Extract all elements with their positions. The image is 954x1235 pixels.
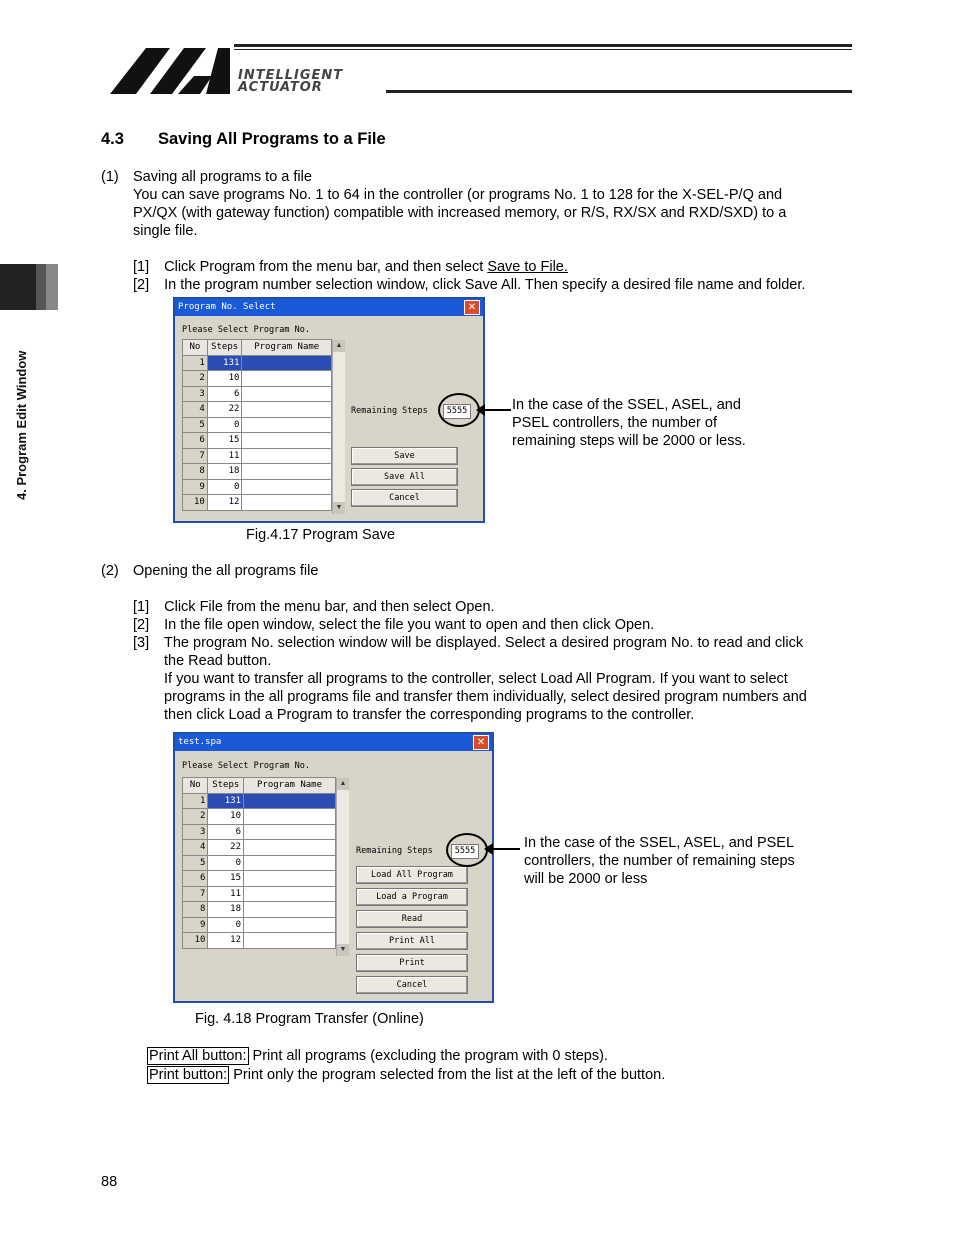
- header-rule-mid: [234, 49, 852, 50]
- row-number: 2: [183, 809, 208, 825]
- chapter-tab: [0, 264, 58, 310]
- row-number: 2: [183, 371, 208, 387]
- chapter-tab-label: 4. Program Edit Window: [14, 350, 29, 500]
- row-program-name: [244, 871, 336, 887]
- part2-step-2: [2] In the file open window, select the file you want to open and then click Open.: [133, 617, 655, 633]
- callout-note-1: In the case of the SSEL, ASEL, and PSEL controllers, the number of remaining steps will be 2000 or less.: [512, 397, 746, 449]
- row-steps: 15: [208, 871, 244, 887]
- list-scrollbar[interactable]: ▲ ▼: [336, 778, 349, 956]
- part1-step-2: [2] In the program number selection window, click Save All. Then specify a desired file name and folder.: [133, 277, 806, 293]
- row-steps: 0: [207, 479, 242, 495]
- row-number: 1: [183, 793, 208, 809]
- table-row[interactable]: [183, 886, 336, 902]
- row-program-name: [242, 448, 332, 464]
- highlight-circle: [446, 833, 488, 867]
- row-program-name: [242, 464, 332, 480]
- row-steps: 0: [207, 417, 242, 433]
- table-row[interactable]: [183, 933, 336, 949]
- row-program-name: [242, 371, 332, 387]
- row-steps: 6: [208, 824, 244, 840]
- remaining-steps-value: 5555: [443, 404, 471, 419]
- close-icon[interactable]: ✕: [464, 300, 480, 315]
- row-program-name: [242, 433, 332, 449]
- row-number: 6: [183, 871, 208, 887]
- row-program-name: [242, 495, 332, 511]
- table-row[interactable]: [183, 371, 332, 387]
- row-steps: 22: [208, 840, 244, 856]
- row-steps: 131: [208, 793, 244, 809]
- part1-number: (1): [101, 169, 119, 185]
- row-number: 3: [183, 824, 208, 840]
- table-row[interactable]: [183, 871, 336, 887]
- col-no: No: [183, 340, 208, 356]
- row-program-name: [244, 902, 336, 918]
- row-steps: 11: [207, 448, 242, 464]
- table-row[interactable]: [183, 809, 336, 825]
- callout-arrow: [486, 848, 520, 850]
- dialog-title-bar: test.spa ✕: [175, 734, 492, 751]
- col-name: Program Name: [242, 340, 332, 356]
- definition-print: Print button: Print only the program selected from the list at the left of the button.: [149, 1067, 666, 1083]
- row-program-name: [244, 840, 336, 856]
- highlight-circle: [438, 393, 480, 427]
- col-steps: Steps: [207, 340, 242, 356]
- dialog-title-bar: Program No. Select ✕: [175, 299, 483, 316]
- table-row[interactable]: [183, 402, 332, 418]
- row-steps: 6: [207, 386, 242, 402]
- remaining-steps-value: 5555: [451, 844, 479, 859]
- col-name: Program Name: [244, 778, 336, 794]
- close-icon[interactable]: ✕: [473, 735, 489, 750]
- table-row[interactable]: [183, 464, 332, 480]
- table-row[interactable]: [183, 855, 336, 871]
- row-steps: 0: [208, 917, 244, 933]
- header-rule-top: [234, 44, 852, 47]
- table-row[interactable]: [183, 479, 332, 495]
- row-program-name: [244, 886, 336, 902]
- row-number: 5: [183, 855, 208, 871]
- part2-step-3: The program No. selection window will be displayed. Select a desired program No. to read and click the Read button. If you want to transfer all programs to the controller, select Load All Program. If you want to select programs in the all programs file and transfer them individually, select desired program numbers and then click Load a Program to transfer the corresponding programs to the controller.: [164, 635, 807, 723]
- table-row[interactable]: [183, 417, 332, 433]
- row-steps: 18: [207, 464, 242, 480]
- table-row[interactable]: [183, 840, 336, 856]
- row-number: 6: [183, 433, 208, 449]
- row-steps: 10: [207, 371, 242, 387]
- col-no: No: [183, 778, 208, 794]
- definition-print-all: Print All button: Print all programs (excluding the program with 0 steps).: [149, 1048, 608, 1064]
- row-program-name: [244, 855, 336, 871]
- row-number: 8: [183, 902, 208, 918]
- read-button[interactable]: Read: [356, 910, 468, 928]
- row-program-name: [244, 917, 336, 933]
- table-row[interactable]: [183, 433, 332, 449]
- definition-term: Print button:: [149, 1067, 228, 1083]
- row-program-name: [242, 417, 332, 433]
- table-row[interactable]: [183, 824, 336, 840]
- row-number: 10: [183, 495, 208, 511]
- part1-heading: Saving all programs to a file: [133, 169, 312, 185]
- definition-term: Print All button:: [149, 1048, 247, 1064]
- part1-step-1: [1] Click Program from the menu bar, and then select Save to File.: [133, 259, 568, 275]
- row-steps: 11: [208, 886, 244, 902]
- part1-body: You can save programs No. 1 to 64 in the controller (or programs No. 1 to 128 for the X-SEL-P/Q and PX/QX (with gateway function) compatible with increased memory, or R/S, RX/SX and RXD/SXD) to a single file.: [133, 187, 787, 239]
- table-row[interactable]: [183, 448, 332, 464]
- dialog-prompt: Please Select Program No.: [182, 761, 310, 771]
- figure-caption-2: Fig. 4.18 Program Transfer (Online): [195, 1011, 424, 1027]
- save-all-button[interactable]: Save All: [351, 468, 458, 486]
- row-program-name: [244, 933, 336, 949]
- cancel-button[interactable]: Cancel: [351, 489, 458, 507]
- table-row[interactable]: [183, 917, 336, 933]
- remaining-steps-label: Remaining Steps: [351, 406, 428, 416]
- table-row[interactable]: [183, 495, 332, 511]
- table-row[interactable]: [183, 902, 336, 918]
- table-row[interactable]: [183, 355, 332, 371]
- section-title: Saving All Programs to a File: [158, 130, 386, 148]
- save-button[interactable]: Save: [351, 447, 458, 465]
- part2-step-3-number: [3]: [133, 635, 150, 651]
- row-number: 1: [183, 355, 208, 371]
- row-steps: 12: [207, 495, 242, 511]
- row-program-name: [242, 355, 332, 371]
- row-number: 7: [183, 886, 208, 902]
- part2-number: (2): [101, 563, 119, 579]
- col-steps: Steps: [208, 778, 244, 794]
- callout-note-2: In the case of the SSEL, ASEL, and PSEL controllers, the number of remaining steps will be 2000 or less: [524, 835, 795, 887]
- file-program-select-dialog: [173, 732, 494, 1003]
- figure-caption-1: Fig.4.17 Program Save: [246, 527, 396, 543]
- list-scrollbar[interactable]: ▲ ▼: [332, 340, 345, 514]
- row-program-name: [244, 809, 336, 825]
- save-to-file-link[interactable]: Save to File.: [487, 259, 568, 275]
- row-program-name: [242, 386, 332, 402]
- row-steps: 12: [208, 933, 244, 949]
- part2-heading: Opening the all programs file: [133, 563, 319, 579]
- row-number: 5: [183, 417, 208, 433]
- callout-arrow: [478, 409, 511, 411]
- load-a-program-button[interactable]: Load a Program: [356, 888, 468, 906]
- page-number: 88: [101, 1174, 118, 1190]
- print-all-button[interactable]: Print All: [356, 932, 468, 950]
- row-steps: 15: [207, 433, 242, 449]
- row-program-name: [242, 479, 332, 495]
- row-program-name: [242, 402, 332, 418]
- row-number: 9: [183, 479, 208, 495]
- logo-wordmark: INTELLIGENT ACTUATOR: [238, 68, 344, 95]
- company-logo: [110, 44, 230, 96]
- row-number: 8: [183, 464, 208, 480]
- table-row[interactable]: [183, 793, 336, 809]
- table-row[interactable]: [183, 386, 332, 402]
- program-list-table[interactable]: [182, 339, 332, 511]
- row-steps: 0: [208, 855, 244, 871]
- row-program-name: [244, 824, 336, 840]
- row-number: 9: [183, 917, 208, 933]
- dialog-prompt: Please Select Program No.: [182, 325, 310, 335]
- load-all-program-button[interactable]: Load All Program: [356, 866, 468, 884]
- row-number: 7: [183, 448, 208, 464]
- part2-step-1: [1] Click File from the menu bar, and then select Open.: [133, 599, 495, 615]
- remaining-steps-label: Remaining Steps: [356, 846, 433, 856]
- print-button[interactable]: Print: [356, 954, 468, 972]
- row-steps: 22: [207, 402, 242, 418]
- row-number: 3: [183, 386, 208, 402]
- row-steps: 131: [207, 355, 242, 371]
- cancel-button[interactable]: Cancel: [356, 976, 468, 994]
- row-steps: 10: [208, 809, 244, 825]
- program-list-table[interactable]: [182, 777, 336, 949]
- row-steps: 18: [208, 902, 244, 918]
- row-number: 4: [183, 402, 208, 418]
- header-rule-bottom: [386, 90, 852, 93]
- row-number: 4: [183, 840, 208, 856]
- row-number: 10: [183, 933, 208, 949]
- row-program-name: [244, 793, 336, 809]
- section-number: 4.3: [101, 130, 124, 148]
